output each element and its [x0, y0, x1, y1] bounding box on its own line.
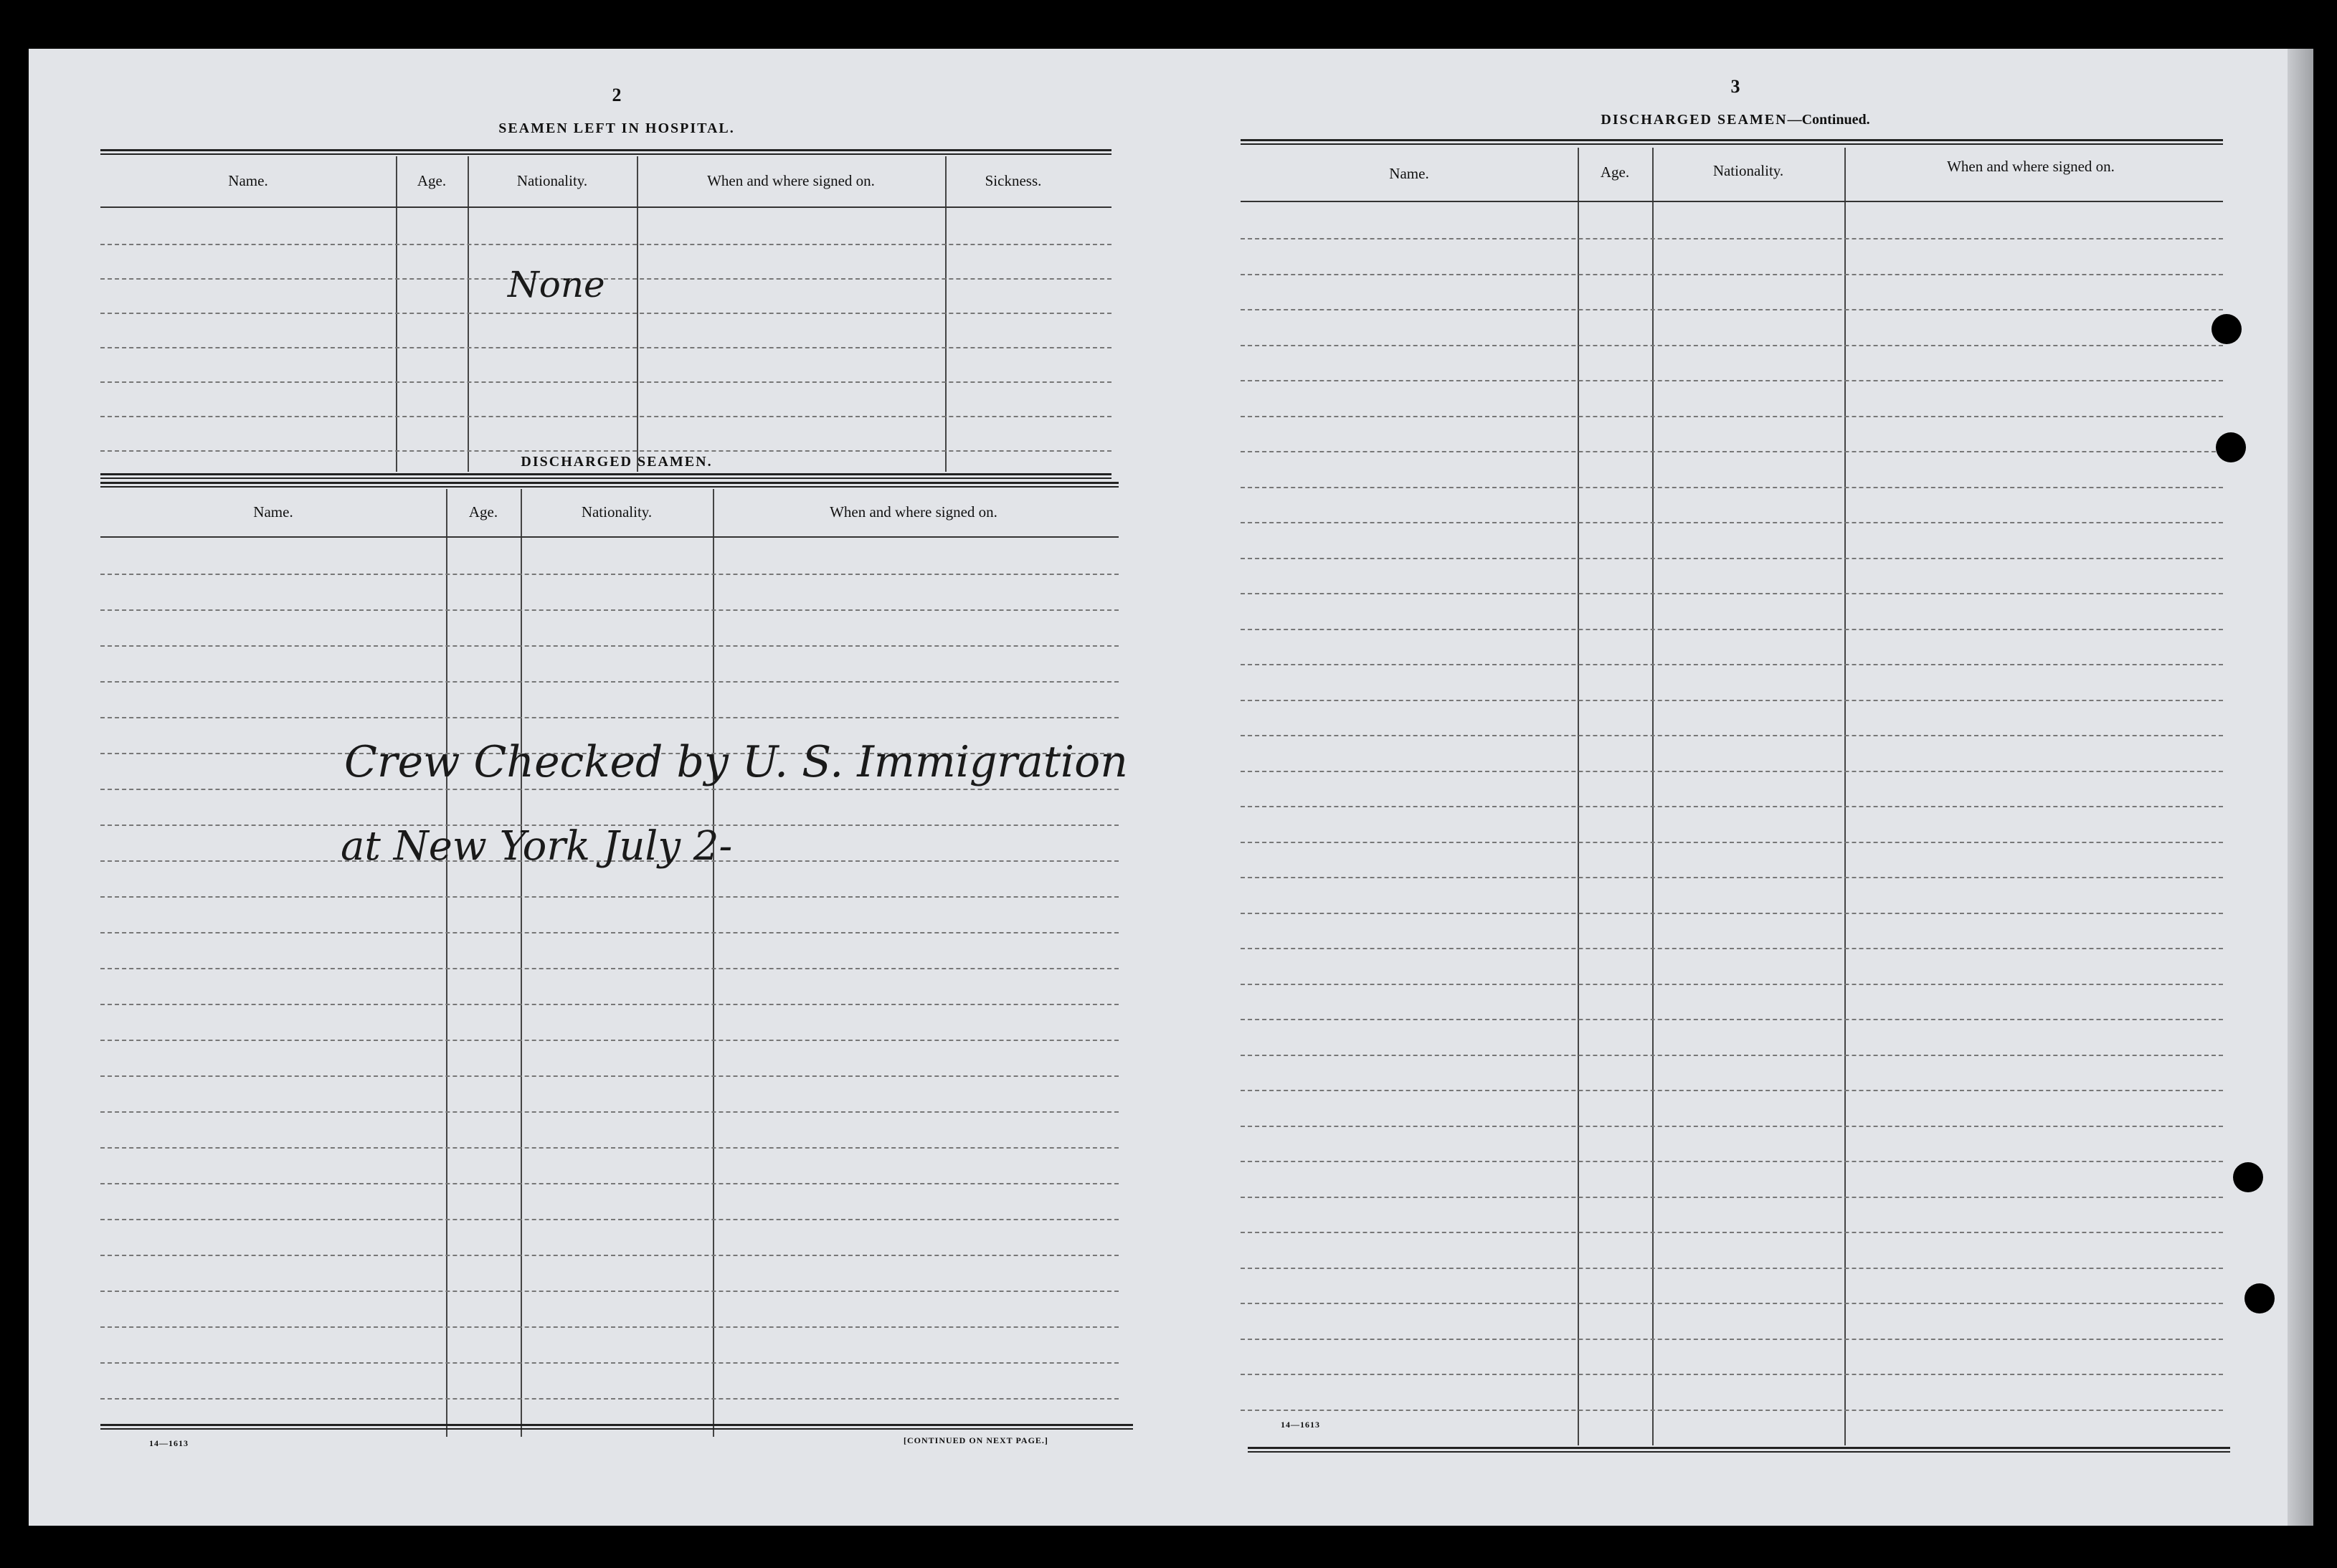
ruled-line	[100, 1398, 1119, 1400]
right-title-suffix: —Continued.	[1787, 112, 1870, 128]
continued-note: [CONTINUED ON NEXT PAGE.]	[904, 1435, 1048, 1445]
discharged-col-age: Age.	[468, 503, 498, 521]
ruled-line	[100, 609, 1119, 611]
form-number-right: 14—1613	[1281, 1420, 1320, 1430]
ruled-line	[1241, 771, 2223, 772]
binder-hole	[2216, 432, 2246, 462]
ruled-line	[1241, 1055, 2223, 1056]
right-divider	[1844, 148, 1846, 1445]
discharged-divider	[713, 489, 714, 1437]
ruled-line	[1241, 1197, 2223, 1198]
ruled-line	[1241, 238, 2223, 239]
ruled-line	[1241, 1126, 2223, 1127]
right-col-nationality: Nationality.	[1712, 162, 1784, 179]
right-col-name: Name.	[1389, 165, 1429, 182]
discharged-divider	[521, 489, 522, 1437]
ruled-line	[1241, 984, 2223, 985]
ruled-line	[1241, 309, 2223, 310]
ruled-line	[100, 1255, 1119, 1256]
ruled-line	[1241, 1232, 2223, 1233]
ruled-line	[1241, 593, 2223, 594]
ruled-line	[1241, 1374, 2223, 1375]
ruled-line	[100, 896, 1119, 898]
form-number-left: 14—1613	[149, 1438, 189, 1448]
ruled-line	[100, 1291, 1119, 1292]
ruled-line	[100, 968, 1119, 969]
discharged-section-title: DISCHARGED SEAMEN.	[521, 454, 713, 470]
right-title-main: DISCHARGED SEAMEN	[1601, 112, 1788, 128]
right-col-age: Age.	[1600, 163, 1630, 181]
page-number-left: 2	[612, 85, 622, 105]
handwritten-new-york: at New York July 2-	[341, 823, 733, 870]
ruled-line	[1241, 558, 2223, 559]
ruled-line	[1241, 806, 2223, 807]
ruled-line	[100, 645, 1119, 647]
ledger-sheet	[29, 49, 2288, 1526]
discharged-bottom-rule	[100, 1424, 1133, 1430]
ruled-line	[100, 1004, 1119, 1005]
handwritten-crew-checked: Crew Checked by U. S. Immigration	[344, 737, 1128, 787]
ruled-line	[100, 1147, 1119, 1149]
ruled-line	[1241, 487, 2223, 488]
ruled-line	[1241, 1161, 2223, 1162]
ruled-line	[1241, 1019, 2223, 1020]
binder-hole	[2212, 314, 2242, 344]
discharged-top-rule	[100, 482, 1119, 488]
ruled-line	[100, 416, 1111, 417]
page-number-right: 3	[1730, 76, 1740, 97]
hospital-divider	[945, 156, 947, 472]
ruled-line	[1241, 345, 2223, 346]
binder-hole	[2244, 1283, 2275, 1313]
ruled-line	[100, 932, 1119, 933]
right-col-signed-on: When and where signed on.	[1947, 158, 2115, 175]
discharged-col-nationality: Nationality.	[581, 503, 653, 521]
hospital-section-title: SEAMEN LEFT IN HOSPITAL.	[498, 120, 735, 136]
hospital-col-age: Age.	[417, 172, 447, 189]
right-divider	[1652, 148, 1654, 1445]
ruled-line	[1241, 629, 2223, 630]
ruled-line	[100, 450, 1111, 452]
hospital-divider	[468, 156, 469, 472]
ruled-line	[1241, 380, 2223, 381]
right-top-rule	[1241, 139, 2223, 145]
right-divider	[1578, 148, 1579, 1445]
binder-hole	[2233, 1162, 2263, 1192]
ruled-line	[1241, 274, 2223, 275]
hospital-col-name: Name.	[228, 172, 268, 189]
sheet-edge-shadow	[2288, 49, 2313, 1526]
ruled-line	[1241, 451, 2223, 452]
ruled-line	[100, 717, 1119, 718]
ruled-line	[1241, 1090, 2223, 1091]
ruled-line	[1241, 416, 2223, 417]
ruled-line	[100, 1219, 1119, 1220]
hospital-col-nationality: Nationality.	[516, 172, 588, 189]
ruled-line	[100, 278, 1111, 280]
ruled-line	[1241, 948, 2223, 949]
ruled-line	[100, 574, 1119, 575]
ruled-line	[100, 1111, 1119, 1113]
ruled-line	[1241, 913, 2223, 914]
ruled-line	[1241, 842, 2223, 843]
right-bottom-rule	[1248, 1447, 2230, 1453]
ruled-line	[100, 789, 1119, 790]
discharged-divider	[446, 489, 447, 1437]
hospital-bottom-rule	[100, 473, 1111, 479]
ruled-line	[100, 1040, 1119, 1041]
ruled-line	[1241, 735, 2223, 736]
ruled-line	[100, 347, 1111, 348]
ruled-line	[1241, 1303, 2223, 1304]
ruled-line	[100, 1075, 1119, 1077]
hospital-col-signed-on: When and where signed on.	[707, 172, 875, 189]
ruled-line	[100, 313, 1111, 314]
discharged-col-signed-on: When and where signed on.	[830, 503, 997, 521]
ruled-line	[1241, 700, 2223, 701]
ruled-line	[1241, 664, 2223, 665]
hospital-divider	[637, 156, 638, 472]
ruled-line	[1241, 1268, 2223, 1269]
ruled-line	[100, 1183, 1119, 1184]
ruled-line	[1241, 1410, 2223, 1411]
hospital-col-sickness: Sickness.	[985, 172, 1042, 189]
discharged-header-rule	[100, 536, 1119, 538]
hospital-top-rule	[100, 149, 1111, 155]
hospital-divider	[396, 156, 397, 472]
ruled-line	[100, 1326, 1119, 1328]
ruled-line	[100, 244, 1111, 245]
hospital-header-rule	[100, 206, 1111, 208]
ruled-line	[100, 381, 1111, 383]
right-section-title	[1413, 112, 2058, 128]
ruled-line	[1241, 877, 2223, 878]
ruled-line	[1241, 522, 2223, 523]
handwritten-none-text: None	[508, 264, 605, 305]
right-header-rule	[1241, 201, 2223, 202]
discharged-col-name: Name.	[253, 503, 293, 521]
ruled-line	[100, 1362, 1119, 1364]
handwritten-none	[508, 264, 605, 305]
ruled-line	[1241, 1339, 2223, 1340]
ruled-line	[100, 681, 1119, 683]
